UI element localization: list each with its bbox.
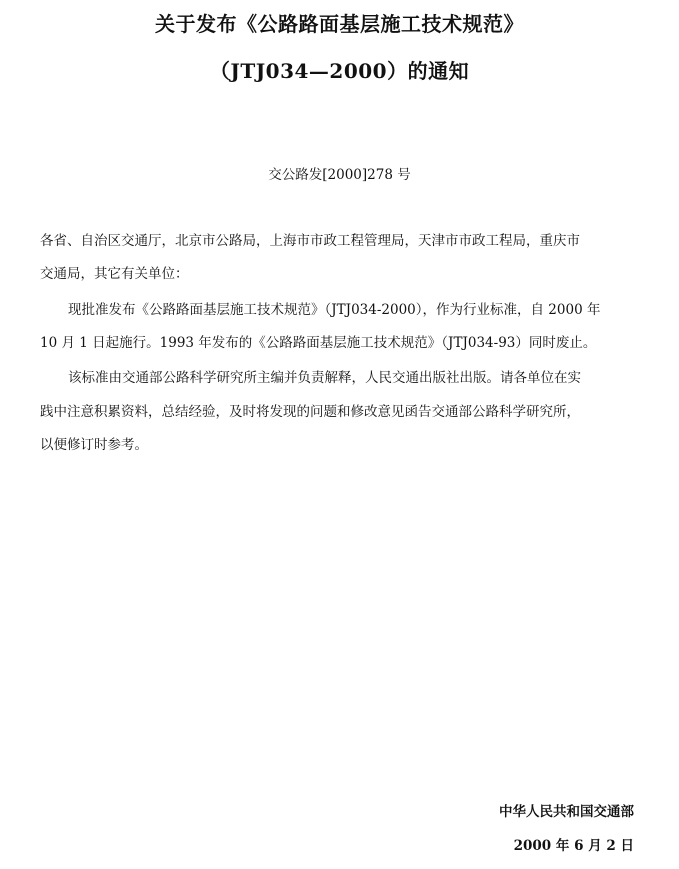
- addressee-line-2: 交通局，其它有关单位：: [40, 266, 189, 282]
- paragraph-2-line-1: 该标准由交通部公路科学研究所主编并负责解释，人民交通出版社出版。请各单位在实: [68, 370, 581, 386]
- document-number: 交公路发[2000]278 号: [268, 167, 411, 183]
- signature-organization: 中华人民共和国交通部: [499, 804, 634, 820]
- addressee-line-1: 各省、自治区交通厅，北京市公路局，上海市市政工程管理局，天津市市政工程局，重庆市: [40, 233, 580, 249]
- signature-date: 2000 年 6 月 2 日: [513, 838, 634, 854]
- paragraph-2-line-2: 践中注意积累资料，总结经验，及时将发现的问题和修改意见函告交通部公路科学研究所，: [40, 404, 580, 420]
- document-title-line-2: （JTJ034—2000）的通知: [209, 59, 470, 83]
- document-title-line-1: 关于发布《公路路面基层施工技术规范》: [155, 12, 524, 36]
- paragraph-2-line-3: 以便修订时参考。: [40, 437, 148, 453]
- paragraph-1-line-1: 现批准发布《公路路面基层施工技术规范》（JTJ034-2000），作为行业标准，自 2000 年: [68, 302, 601, 318]
- paragraph-1-line-2: 10 月 1 日起施行。1993 年发布的《公路路面基层施工技术规范》（JTJ034-93）同时废止。: [40, 335, 597, 351]
